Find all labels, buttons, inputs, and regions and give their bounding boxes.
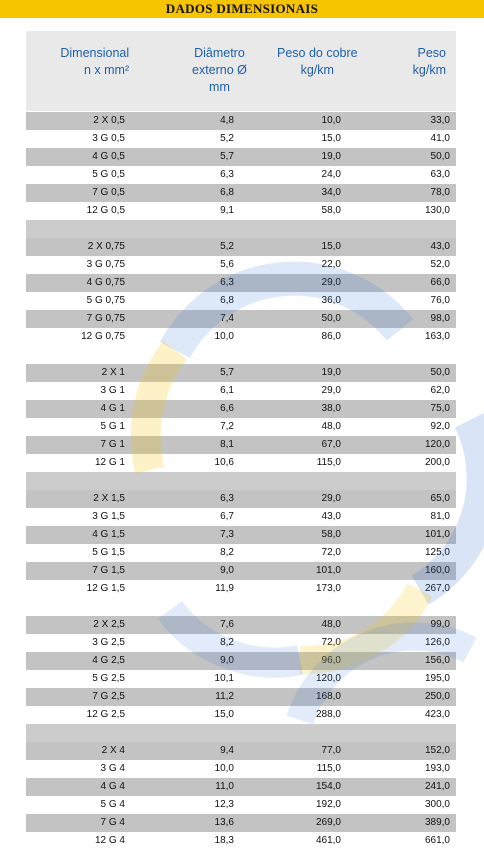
table-row xyxy=(26,256,456,274)
cell-dimensional: 3 G 0,75 xyxy=(86,259,125,270)
cell-peso-cobre: 10,0 xyxy=(321,115,341,126)
table-row xyxy=(26,382,456,400)
cell-peso-cobre: 48,0 xyxy=(321,421,341,432)
cell-peso: 195,0 xyxy=(424,673,450,684)
cell-peso: 120,0 xyxy=(424,439,450,450)
table-row xyxy=(26,436,456,454)
group-separator xyxy=(26,346,456,364)
cell-dimensional: 12 G 0,5 xyxy=(86,205,125,216)
cell-peso-cobre: 38,0 xyxy=(321,403,341,414)
cell-peso: 41,0 xyxy=(430,133,450,144)
cell-peso: 267,0 xyxy=(424,583,450,594)
cell-dimensional: 2 X 1,5 xyxy=(93,493,125,504)
cell-peso-cobre: 15,0 xyxy=(321,241,341,252)
cell-peso: 50,0 xyxy=(430,367,450,378)
cell-peso-cobre: 34,0 xyxy=(321,187,341,198)
cell-peso: 160,0 xyxy=(424,565,450,576)
cell-dimensional: 5 G 4 xyxy=(100,799,125,810)
cell-dimensional: 12 G 4 xyxy=(94,835,125,846)
cell-dimensional: 7 G 1,5 xyxy=(92,565,125,576)
cell-peso: 300,0 xyxy=(424,799,450,810)
table-row xyxy=(26,706,456,724)
cell-peso: 52,0 xyxy=(430,259,450,270)
cell-dimensional: 12 G 2,5 xyxy=(86,709,125,720)
cell-peso-cobre: 115,0 xyxy=(316,457,341,468)
cell-diametro: 11,9 xyxy=(215,583,234,594)
cell-peso-cobre: 168,0 xyxy=(315,691,341,702)
cell-dimensional: 3 G 4 xyxy=(100,763,125,774)
cell-diametro: 10,0 xyxy=(214,331,234,342)
cell-peso: 152,0 xyxy=(424,745,450,756)
cell-diametro: 10,0 xyxy=(214,763,234,774)
title-bar xyxy=(0,0,484,18)
cell-dimensional: 7 G 2,5 xyxy=(92,691,125,702)
table-row xyxy=(26,310,456,328)
cell-dimensional: 5 G 0,5 xyxy=(92,169,125,180)
cell-dimensional: 5 G 1,5 xyxy=(92,547,125,558)
cell-diametro: 5,2 xyxy=(220,241,234,252)
cell-diametro: 7,3 xyxy=(220,529,234,540)
cell-diametro: 10,1 xyxy=(214,673,234,684)
cell-peso-cobre: 19,0 xyxy=(321,151,341,162)
cell-peso: 389,0 xyxy=(424,817,450,828)
table-row xyxy=(26,688,456,706)
cell-peso: 43,0 xyxy=(430,241,450,252)
cell-dimensional: 7 G 0,75 xyxy=(86,313,125,324)
cell-diametro: 9,1 xyxy=(220,205,234,216)
table-row xyxy=(26,832,456,850)
cell-diametro: 5,2 xyxy=(220,133,234,144)
cell-dimensional: 7 G 0,5 xyxy=(92,187,125,198)
cell-diametro: 6,8 xyxy=(220,187,234,198)
table-row xyxy=(26,544,456,562)
table-row xyxy=(26,490,456,508)
table-row xyxy=(26,742,456,760)
table-row xyxy=(26,562,456,580)
cell-peso-cobre: 72,0 xyxy=(321,637,341,648)
cell-peso-cobre: 67,0 xyxy=(321,439,341,450)
cell-peso: 92,0 xyxy=(430,421,450,432)
table-row xyxy=(26,454,456,472)
table-body xyxy=(26,112,456,850)
table-row xyxy=(26,130,456,148)
cell-dimensional: 4 G 4 xyxy=(100,781,125,792)
cell-dimensional: 4 G 1,5 xyxy=(92,529,125,540)
table-header xyxy=(26,31,456,111)
cell-peso: 423,0 xyxy=(424,709,450,720)
group-separator xyxy=(26,724,456,742)
cell-diametro: 11,0 xyxy=(215,781,234,792)
cell-dimensional: 5 G 0,75 xyxy=(86,295,125,306)
cell-diametro: 8,2 xyxy=(220,637,234,648)
cell-peso-cobre: 86,0 xyxy=(321,331,341,342)
table-row xyxy=(26,184,456,202)
cell-peso-cobre: 29,0 xyxy=(321,493,341,504)
table-row xyxy=(26,400,456,418)
cell-peso: 101,0 xyxy=(424,529,450,540)
page-title: DADOS DIMENSIONAIS xyxy=(165,1,319,16)
cell-dimensional: 2 X 0,75 xyxy=(87,241,125,252)
cell-peso: 50,0 xyxy=(430,151,450,162)
cell-peso: 125,0 xyxy=(424,547,450,558)
cell-diametro: 5,7 xyxy=(220,367,234,378)
cell-peso-cobre: 50,0 xyxy=(321,313,341,324)
table-row xyxy=(26,202,456,220)
cell-peso: 661,0 xyxy=(424,835,450,846)
cell-diametro: 6,6 xyxy=(220,403,234,414)
table-row xyxy=(26,112,456,130)
table-row xyxy=(26,508,456,526)
table-row xyxy=(26,652,456,670)
cell-dimensional: 4 G 1 xyxy=(100,403,125,414)
table-row xyxy=(26,796,456,814)
cell-peso-cobre: 101,0 xyxy=(315,565,341,576)
table-row xyxy=(26,328,456,346)
table-row xyxy=(26,148,456,166)
cell-peso-cobre: 22,0 xyxy=(321,259,341,270)
table-row xyxy=(26,580,456,598)
cell-dimensional: 2 X 0,5 xyxy=(93,115,125,126)
cell-dimensional: 12 G 0,75 xyxy=(81,331,125,342)
cell-peso: 250,0 xyxy=(424,691,450,702)
cell-peso-cobre: 115,0 xyxy=(316,763,341,774)
table-row xyxy=(26,364,456,382)
cell-diametro: 18,3 xyxy=(214,835,234,846)
cell-diametro: 6,8 xyxy=(220,295,234,306)
cell-peso-cobre: 288,0 xyxy=(315,709,341,720)
header-peso: Peso kg/km xyxy=(412,46,446,77)
cell-diametro: 8,1 xyxy=(220,439,234,450)
table-row xyxy=(26,292,456,310)
cell-peso: 62,0 xyxy=(430,385,450,396)
cell-peso: 241,0 xyxy=(424,781,450,792)
cell-diametro: 6,3 xyxy=(220,277,234,288)
table-row xyxy=(26,760,456,778)
cell-peso-cobre: 154,0 xyxy=(315,781,341,792)
cell-dimensional: 12 G 1 xyxy=(94,457,125,468)
cell-peso-cobre: 96,0 xyxy=(321,655,341,666)
cell-dimensional: 12 G 1,5 xyxy=(86,583,125,594)
cell-peso: 81,0 xyxy=(430,511,450,522)
cell-peso: 163,0 xyxy=(424,331,450,342)
cell-dimensional: 2 X 1 xyxy=(101,367,125,378)
cell-diametro: 5,7 xyxy=(220,151,234,162)
cell-peso: 75,0 xyxy=(430,403,450,414)
cell-diametro: 6,3 xyxy=(220,169,234,180)
cell-peso-cobre: 58,0 xyxy=(321,529,341,540)
cell-diametro: 7,6 xyxy=(220,619,234,630)
cell-diametro: 8,2 xyxy=(220,547,234,558)
cell-dimensional: 4 G 2,5 xyxy=(92,655,125,666)
cell-dimensional: 7 G 4 xyxy=(100,817,125,828)
cell-diametro: 11,2 xyxy=(215,691,234,702)
cell-diametro: 4,8 xyxy=(220,115,234,126)
cell-peso: 126,0 xyxy=(424,637,450,648)
cell-dimensional: 2 X 2,5 xyxy=(93,619,125,630)
header-diametro: Diâmetro externo Ø mm xyxy=(192,46,247,94)
cell-peso: 98,0 xyxy=(430,313,450,324)
cell-peso-cobre: 29,0 xyxy=(321,385,341,396)
cell-peso-cobre: 29,0 xyxy=(321,277,341,288)
table-row xyxy=(26,634,456,652)
cell-peso-cobre: 36,0 xyxy=(321,295,341,306)
cell-diametro: 10,6 xyxy=(214,457,234,468)
cell-peso-cobre: 24,0 xyxy=(321,169,341,180)
cell-peso: 76,0 xyxy=(430,295,450,306)
cell-peso: 156,0 xyxy=(424,655,450,666)
table-row xyxy=(26,616,456,634)
cell-peso-cobre: 58,0 xyxy=(321,205,341,216)
table-row xyxy=(26,814,456,832)
table-row xyxy=(26,166,456,184)
cell-peso: 130,0 xyxy=(424,205,450,216)
table-row xyxy=(26,670,456,688)
cell-dimensional: 3 G 1,5 xyxy=(92,511,125,522)
cell-diametro: 13,6 xyxy=(214,817,234,828)
cell-peso: 78,0 xyxy=(430,187,450,198)
cell-peso: 193,0 xyxy=(424,763,450,774)
cell-dimensional: 4 G 0,5 xyxy=(92,151,125,162)
group-separator xyxy=(26,598,456,616)
cell-dimensional: 5 G 2,5 xyxy=(92,673,125,684)
cell-dimensional: 5 G 1 xyxy=(100,421,125,432)
cell-diametro: 15,0 xyxy=(214,709,234,720)
cell-peso-cobre: 120,0 xyxy=(315,673,341,684)
table-row xyxy=(26,274,456,292)
cell-peso: 63,0 xyxy=(430,169,450,180)
cell-peso-cobre: 15,0 xyxy=(321,133,341,144)
cell-peso-cobre: 192,0 xyxy=(315,799,341,810)
cell-dimensional: 4 G 0,75 xyxy=(86,277,125,288)
cell-diametro: 6,7 xyxy=(220,511,234,522)
cell-peso-cobre: 269,0 xyxy=(315,817,341,828)
cell-peso: 66,0 xyxy=(430,277,450,288)
table-row xyxy=(26,778,456,796)
cell-dimensional: 3 G 0,5 xyxy=(92,133,125,144)
cell-peso: 65,0 xyxy=(430,493,450,504)
cell-dimensional: 3 G 2,5 xyxy=(92,637,125,648)
cell-diametro: 12,3 xyxy=(214,799,234,810)
cell-dimensional: 7 G 1 xyxy=(100,439,125,450)
header-dimensional: Dimensional n x mm² xyxy=(60,46,130,77)
cell-diametro: 5,6 xyxy=(220,259,234,270)
cell-diametro: 7,4 xyxy=(220,313,234,324)
cell-peso: 33,0 xyxy=(430,115,450,126)
cell-diametro: 9,0 xyxy=(220,655,234,666)
table-row xyxy=(26,418,456,436)
cell-diametro: 9,0 xyxy=(220,565,234,576)
cell-peso-cobre: 43,0 xyxy=(321,511,341,522)
cell-peso-cobre: 77,0 xyxy=(321,745,341,756)
cell-peso: 99,0 xyxy=(430,619,450,630)
cell-diametro: 6,3 xyxy=(220,493,234,504)
cell-peso-cobre: 173,0 xyxy=(315,583,341,594)
cell-peso-cobre: 72,0 xyxy=(321,547,341,558)
cell-peso-cobre: 19,0 xyxy=(321,367,341,378)
cell-dimensional: 3 G 1 xyxy=(100,385,125,396)
header-peso-cobre: Peso do cobre kg/km xyxy=(277,46,358,77)
cell-peso-cobre: 48,0 xyxy=(321,619,341,630)
table-row xyxy=(26,526,456,544)
cell-dimensional: 2 X 4 xyxy=(101,745,125,756)
cell-peso-cobre: 461,0 xyxy=(315,835,341,846)
group-separator xyxy=(26,472,456,490)
cell-diametro: 9,4 xyxy=(220,745,234,756)
cell-diametro: 6,1 xyxy=(220,385,234,396)
table-row xyxy=(26,238,456,256)
cell-diametro: 7,2 xyxy=(220,421,234,432)
cell-peso: 200,0 xyxy=(424,457,450,468)
group-separator xyxy=(26,220,456,238)
